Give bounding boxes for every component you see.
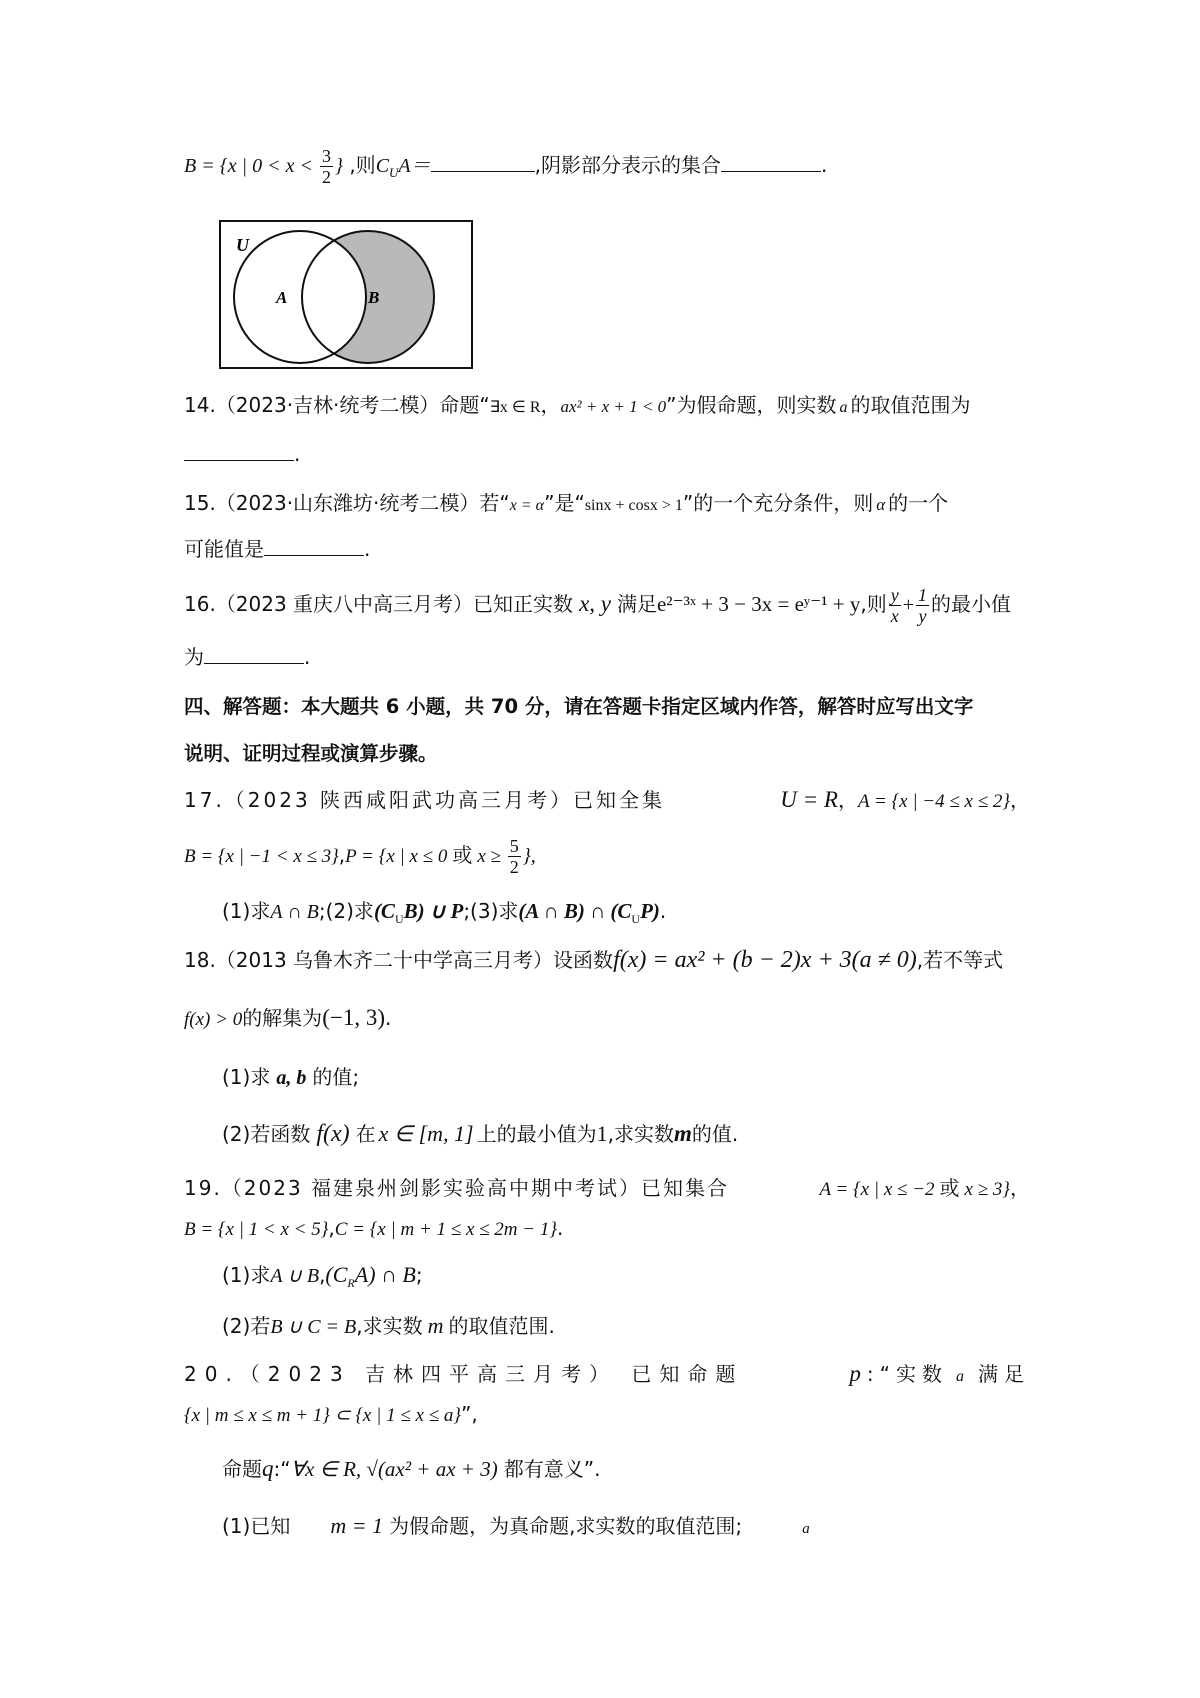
- text: 的取值范围为: [850, 393, 971, 417]
- text: 18.（2013 乌鲁木齐二十中学高三月考）设函数: [184, 948, 614, 972]
- question-14-line-1: [184, 389, 1030, 424]
- math: {x | m ≤ x ≤ m + 1} ⊂ {x | 1 ≤ x ≤ a}: [184, 1405, 461, 1426]
- section-4-heading-line-1: 四、解答题：本大题共 6 小题，共 70 分，请在答题卡指定区域内作答，解答时应写出文字: [184, 695, 974, 718]
- question-16-line-1: [184, 585, 1030, 626]
- text: ,阴影部分表示的集合: [534, 153, 721, 177]
- text: ”,: [460, 1402, 478, 1426]
- variable: a: [802, 1521, 810, 1537]
- math: x = α: [509, 497, 545, 514]
- plus-sign: +: [902, 594, 915, 616]
- math: P): [640, 899, 660, 923]
- math: U = R: [780, 787, 838, 812]
- fraction-y-over-x: [889, 585, 901, 626]
- period: .: [384, 1006, 392, 1030]
- text: 的解集为: [242, 1006, 323, 1030]
- label-u: U: [236, 235, 249, 255]
- text: ,: [328, 1216, 335, 1240]
- complement-subscript: U: [389, 165, 399, 180]
- question-19-part-1: [222, 1259, 1030, 1299]
- math: m = 1: [330, 1513, 384, 1538]
- answer-blank: [184, 440, 294, 461]
- math: ∀x ∈ R, √(ax² + ax + 3): [290, 1457, 498, 1481]
- text: (1)已知: [222, 1514, 291, 1538]
- fraction: [508, 836, 521, 877]
- answer-blank: [721, 151, 821, 172]
- text: ，: [1010, 788, 1030, 812]
- math: (C: [373, 899, 395, 923]
- question-17-line-1: [184, 784, 1030, 818]
- variable: α: [876, 495, 886, 514]
- subscript: U: [631, 912, 641, 926]
- text: 为假命题，为真命题,求实数: [389, 1514, 636, 1538]
- question-17-parts: [222, 895, 1030, 935]
- text: (1)求: [222, 1065, 271, 1089]
- text: 上的最小值为: [476, 1122, 597, 1146]
- variable: m: [673, 1121, 692, 1146]
- fraction-denominator: 2: [321, 167, 331, 187]
- text: 都有意义”.: [503, 1457, 601, 1481]
- period: .: [659, 899, 667, 923]
- text: 的最小值: [931, 592, 1012, 616]
- fraction-1-over-y: [916, 585, 929, 626]
- math: ax² + x + 1 < 0: [560, 397, 667, 416]
- math: sinx + cosx > 1: [584, 497, 683, 514]
- text: },: [522, 845, 536, 867]
- period: .: [556, 1216, 564, 1240]
- fraction-numerator: 1: [918, 585, 928, 605]
- fraction-denominator: y: [918, 606, 927, 626]
- set-b-definition: B = {x | 0 < x <: [184, 155, 318, 177]
- period: .: [821, 153, 828, 177]
- text: 19.（2023 福建泉州剑影实验高中期中考试）已知集合: [184, 1176, 730, 1200]
- text: 可能值是: [184, 537, 264, 561]
- label-b: B: [368, 288, 380, 307]
- fraction-numerator: y: [890, 585, 899, 605]
- text: 命题: [222, 1457, 262, 1481]
- variables: x, y: [579, 591, 611, 616]
- question-20-part-1: [222, 1510, 1030, 1545]
- text: ，: [837, 788, 858, 812]
- question-18-part-1: [222, 1061, 1030, 1094]
- question-19-line-2: [184, 1212, 1030, 1246]
- text: :“实数: [866, 1362, 948, 1386]
- fraction: [320, 146, 333, 187]
- variable: m: [427, 1313, 444, 1338]
- text: ，: [540, 393, 561, 417]
- math: (−1, 3): [322, 1005, 385, 1030]
- answer-blank: [204, 643, 304, 664]
- text: ,则: [860, 592, 887, 616]
- question-18-part-2: [222, 1118, 1030, 1150]
- variable: q: [262, 1456, 274, 1481]
- answer-blank: [264, 535, 364, 556]
- math: 1: [596, 1121, 608, 1146]
- question-18-line-2: [184, 1002, 1030, 1036]
- math: x ≥: [477, 846, 506, 867]
- text: 或: [939, 1176, 960, 1200]
- question-20-line-3: [222, 1453, 1030, 1485]
- text: ，: [1010, 1176, 1030, 1200]
- math: B ∪ C = B: [270, 1316, 357, 1338]
- venn-diagram: [218, 219, 474, 371]
- text: 的值;: [312, 1065, 360, 1089]
- text: ;: [415, 1263, 423, 1287]
- text: :“: [273, 1457, 291, 1481]
- fraction-numerator: 5: [509, 836, 519, 856]
- section-4-heading-line-2: 说明、证明过程或演算步骤。: [184, 742, 438, 765]
- math: e²⁻³ˣ + 3 − 3x = eʸ⁻¹ + y: [656, 592, 861, 616]
- text: ”是“: [544, 491, 585, 515]
- question-18-line-1: [184, 944, 1030, 976]
- complement-symbol: C: [375, 155, 390, 177]
- text: 的取值范围;: [635, 1514, 743, 1538]
- question-20-line-1: [184, 1358, 1030, 1393]
- math: (A ∩ B) ∩ (C: [518, 899, 632, 923]
- question-19-part-2: [222, 1310, 1030, 1343]
- text: (2)若: [222, 1314, 271, 1338]
- question-15-line-2: [184, 533, 1030, 565]
- math: x ≥ 3}: [964, 1179, 1010, 1200]
- period: .: [304, 645, 311, 669]
- question-14-line-2: [184, 438, 1030, 470]
- text: 14.（2023·吉林·统考二模）命题“: [184, 393, 490, 417]
- math: P = {x | x ≤ 0: [345, 846, 448, 867]
- math: f(x): [316, 1121, 350, 1147]
- subscript: R: [347, 1276, 355, 1290]
- math: A ∪ B: [270, 1265, 320, 1287]
- variable: p: [849, 1361, 867, 1386]
- math: A) ∩ B: [354, 1262, 416, 1287]
- math: A = {x | −4 ≤ x ≤ 2}: [857, 791, 1010, 812]
- math: x ∈ [m, 1]: [378, 1121, 474, 1146]
- text: ,若不等式: [916, 948, 1004, 972]
- text: 为: [184, 645, 204, 669]
- text: 20.（2023 吉林四平高三月考） 已知命题: [184, 1362, 744, 1386]
- question-19-line-1: [184, 1172, 1030, 1206]
- fraction-numerator: 3: [321, 146, 331, 166]
- set-b-line: [184, 146, 1030, 189]
- label-a: A: [276, 288, 288, 307]
- text: 的值.: [691, 1122, 739, 1146]
- math: B) ∪ P: [403, 899, 464, 923]
- period: .: [294, 442, 301, 466]
- text: 16.（2023 重庆八中高三月考）已知正实数: [184, 592, 574, 616]
- math: f(x) > 0: [184, 1009, 243, 1030]
- text: (1)求: [222, 1263, 271, 1287]
- text: 的一个: [888, 491, 949, 515]
- text: 满足: [978, 1362, 1030, 1386]
- fraction-denominator: x: [890, 606, 899, 626]
- text: 或: [452, 843, 473, 867]
- text: 的取值范围.: [448, 1314, 555, 1338]
- period: .: [364, 537, 371, 561]
- text: (1)求: [222, 899, 271, 923]
- math: (C: [325, 1262, 348, 1287]
- answer-blank: [431, 151, 535, 172]
- text: ”的一个充分条件，则: [682, 491, 874, 515]
- subscript: U: [394, 912, 404, 926]
- variable: a: [956, 1368, 970, 1385]
- math: B = {x | −1 < x ≤ 3}: [184, 846, 339, 867]
- text: ,: [338, 843, 346, 867]
- text: ,求实数: [607, 1122, 674, 1146]
- math: B = {x | 1 < x < 5}: [184, 1219, 329, 1240]
- text: (2)若函数: [222, 1122, 311, 1146]
- question-16-line-2: [184, 641, 1030, 673]
- text: ,: [319, 1263, 326, 1287]
- question-17-line-2: [184, 836, 1030, 877]
- complement-tail: A＝: [398, 155, 431, 177]
- brace: }: [334, 155, 343, 177]
- math: A ∩ B: [270, 901, 319, 923]
- text: 满足: [616, 592, 657, 616]
- text: ,求实数: [356, 1314, 423, 1338]
- math: a, b: [276, 1067, 307, 1089]
- text: 17.（2023 陕西咸阳武功高三月考）已知全集: [184, 788, 666, 812]
- variable: a: [839, 399, 848, 416]
- math: C = {x | m + 1 ≤ x ≤ 2m − 1}: [334, 1219, 557, 1240]
- text: 在: [355, 1122, 376, 1146]
- text: 15.（2023·山东潍坊·统考二模）若“: [184, 491, 510, 515]
- text: ”为假命题，则实数: [666, 393, 837, 417]
- math: f(x) = ax² + (b − 2)x + 3(a ≠ 0): [613, 947, 917, 973]
- math: ∃x ∈ R: [489, 399, 541, 416]
- fraction-denominator: 2: [509, 857, 519, 877]
- text: ;(2)求: [318, 899, 374, 923]
- question-20-line-2: [184, 1398, 1030, 1432]
- text: ;(3)求: [463, 899, 519, 923]
- question-15-line-1: [184, 487, 1030, 522]
- text: ,则: [342, 153, 376, 177]
- math: A = {x | x ≤ −2: [819, 1179, 935, 1200]
